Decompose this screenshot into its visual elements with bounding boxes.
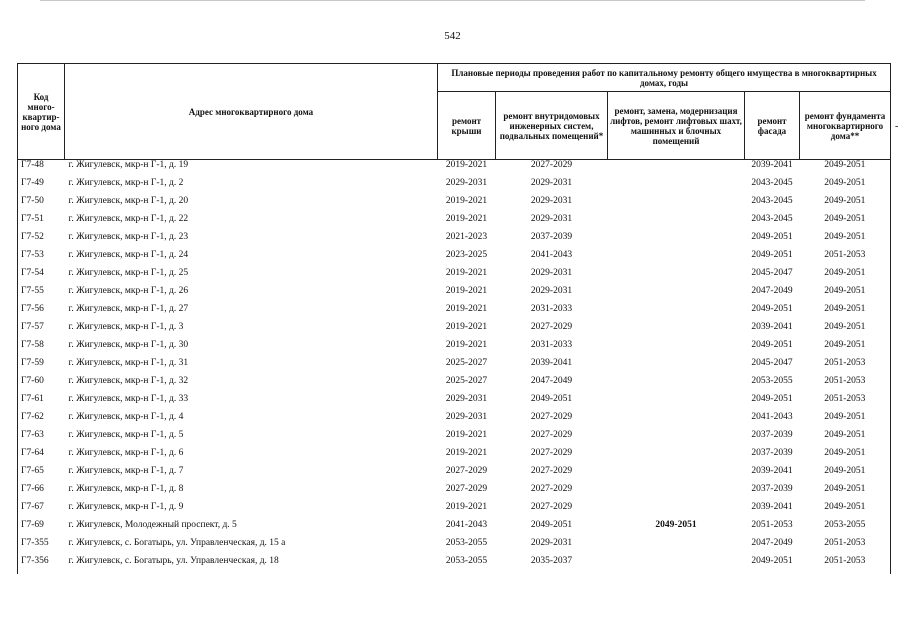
cell-elevators <box>608 286 745 304</box>
cell-code: Г7-62 <box>18 412 65 430</box>
cell-elevators <box>608 178 745 196</box>
cell-code: Г7-69 <box>18 520 65 538</box>
cell-elevators <box>608 196 745 214</box>
cell-address: г. Жигулевск, мкр-н Г-1, д. 2 <box>68 178 184 188</box>
cell-address: г. Жигулевск, мкр-н Г-1, д. 20 <box>68 196 189 206</box>
cell-elevators <box>608 448 745 466</box>
cell-engineering: 2027-2029 <box>530 448 573 458</box>
cell-facade: 2049-2051 <box>751 232 793 242</box>
cell-code: Г7-55 <box>18 286 65 304</box>
cell-address: г. Жигулевск, мкр-н Г-1, д. 30 <box>68 340 189 350</box>
cell-roof: 2019-2021 <box>445 430 488 440</box>
cell-facade: 2049-2051 <box>751 340 793 350</box>
cell-roof: 2019-2021 <box>445 196 488 206</box>
cell-foundation: 2049-2051 <box>800 322 891 340</box>
cell-code: Г7-64 <box>18 448 65 466</box>
cell-facade: 2045-2047 <box>751 268 793 278</box>
cell-address: г. Жигулевск, мкр-н Г-1, д. 5 <box>68 430 184 440</box>
cell-engineering: 2031-2033 <box>530 304 573 314</box>
table-row <box>18 214 891 232</box>
cell-elevators <box>608 340 745 358</box>
cell-facade: 2039-2041 <box>751 160 793 170</box>
cell-foundation: 2051-2053 <box>800 394 891 412</box>
cell-elevators <box>608 394 745 412</box>
cell-roof: 2027-2029 <box>445 466 488 476</box>
cell-roof: 2021-2023 <box>445 232 488 242</box>
cell-foundation: 2051-2053 <box>800 556 891 574</box>
cell-engineering: 2029-2031 <box>530 178 573 188</box>
cell-elevators <box>608 214 745 232</box>
cell-engineering: 2029-2031 <box>530 286 573 296</box>
cell-roof: 2019-2021 <box>445 214 488 224</box>
cell-roof: 2025-2027 <box>445 358 488 368</box>
cell-code: Г7-60 <box>18 376 65 394</box>
cell-facade: 2043-2045 <box>751 178 793 188</box>
cell-code: Г7-53 <box>18 250 65 268</box>
cell-facade: 2037-2039 <box>751 484 793 494</box>
cell-facade: 2049-2051 <box>751 556 793 566</box>
header-address: Адрес многоквартирного дома <box>65 64 438 160</box>
cell-engineering: 2031-2033 <box>530 340 573 350</box>
cell-elevators <box>608 412 745 430</box>
cell-address: г. Жигулевск, Молодежный проспект, д. 5 <box>68 520 237 530</box>
table-row <box>18 502 891 520</box>
cell-roof: 2019-2021 <box>445 160 488 170</box>
header-planned-periods: Плановые периоды проведения работ по капитальному ремонту общего имущества в многоквартирных домах, годы <box>438 64 891 92</box>
cell-code: Г7-63 <box>18 430 65 448</box>
cell-roof: 2019-2021 <box>445 268 488 278</box>
cell-facade: 2053-2055 <box>751 376 793 386</box>
cell-code: Г7-67 <box>18 502 65 520</box>
cell-code: Г7-56 <box>18 304 65 322</box>
cell-facade: 2037-2039 <box>751 448 793 458</box>
header-roof: ремонт крыши <box>438 92 496 160</box>
header-elevators: ремонт, замена, модернизация лифтов, ремонт лифтовых шахт, машинных и блочных помещений <box>608 92 745 160</box>
cell-address: г. Жигулевск, с. Богатырь, ул. Управленческая, д. 15 а <box>68 538 286 548</box>
cell-foundation: 2049-2051 <box>800 214 891 232</box>
table-row <box>18 178 891 196</box>
cell-address: г. Жигулевск, мкр-н Г-1, д. 25 <box>68 268 189 278</box>
cell-roof: 2023-2025 <box>445 250 488 260</box>
cell-foundation: 2051-2053 <box>800 358 891 376</box>
cell-engineering: 2027-2029 <box>530 430 573 440</box>
cell-address: г. Жигулевск, мкр-н Г-1, д. 22 <box>68 214 189 224</box>
cell-foundation: 2053-2055 <box>800 520 891 538</box>
table-row <box>18 358 891 376</box>
cell-elevators <box>608 250 745 268</box>
cell-address: г. Жигулевск, мкр-н Г-1, д. 19 <box>68 160 189 170</box>
cell-engineering: 2049-2051 <box>530 520 573 530</box>
table-row <box>18 466 891 484</box>
table-row <box>18 268 891 286</box>
table-row <box>18 160 891 179</box>
table-row <box>18 448 891 466</box>
cell-address: г. Жигулевск, мкр-н Г-1, д. 31 <box>68 358 189 368</box>
cell-elevators <box>608 484 745 502</box>
cell-foundation: 2049-2051 <box>800 430 891 448</box>
cell-address: г. Жигулевск, мкр-н Г-1, д. 8 <box>68 484 184 494</box>
cell-elevators <box>608 556 745 574</box>
cell-engineering: 2029-2031 <box>530 214 573 224</box>
cell-roof: 2029-2031 <box>445 178 488 188</box>
table-row <box>18 412 891 430</box>
cell-engineering: 2027-2029 <box>530 412 573 422</box>
table-row <box>18 520 891 538</box>
header-code: Код много-квартир-ного дома <box>18 64 65 160</box>
cell-engineering: 2041-2043 <box>530 250 573 260</box>
cell-elevators <box>608 232 745 250</box>
cell-address: г. Жигулевск, мкр-н Г-1, д. 6 <box>68 448 184 458</box>
cell-address: г. Жигулевск, мкр-н Г-1, д. 7 <box>68 466 184 476</box>
cell-address: г. Жигулевск, мкр-н Г-1, д. 33 <box>68 394 189 404</box>
cell-elevators <box>608 322 745 340</box>
cell-address: г. Жигулевск, мкр-н Г-1, д. 24 <box>68 250 189 260</box>
top-rule <box>40 0 865 1</box>
cell-engineering: 2027-2029 <box>530 466 573 476</box>
cell-roof: 2019-2021 <box>445 448 488 458</box>
cell-code: Г7-52 <box>18 232 65 250</box>
cell-code: Г7-65 <box>18 466 65 484</box>
table-row <box>18 232 891 250</box>
table-row <box>18 340 891 358</box>
cell-code: Г7-58 <box>18 340 65 358</box>
table-row <box>18 376 891 394</box>
cell-code: Г7-355 <box>18 538 65 556</box>
cell-code: Г7-49 <box>18 178 65 196</box>
capital-repair-table <box>17 63 891 574</box>
cell-facade: 2045-2047 <box>751 358 793 368</box>
cell-facade: 2039-2041 <box>751 322 793 332</box>
header-facade: ремонт фасада <box>745 92 800 160</box>
cell-elevators <box>608 268 745 286</box>
cell-foundation: 2049-2051 <box>800 448 891 466</box>
table-row <box>18 304 891 322</box>
cell-code: Г7-59 <box>18 358 65 376</box>
cell-roof: 2027-2029 <box>445 484 488 494</box>
cell-elevators <box>608 304 745 322</box>
cell-address: г. Жигулевск, мкр-н Г-1, д. 3 <box>68 322 184 332</box>
cell-engineering: 2035-2037 <box>530 556 573 566</box>
cell-foundation: 2049-2051 <box>800 286 891 304</box>
margin-mark: - <box>895 121 899 132</box>
cell-elevators <box>608 376 745 394</box>
cell-code: Г7-51 <box>18 214 65 232</box>
cell-roof: 2029-2031 <box>445 412 488 422</box>
cell-address: г. Жигулевск, мкр-н Г-1, д. 32 <box>68 376 189 386</box>
cell-code: Г7-356 <box>18 556 65 574</box>
cell-foundation: 2049-2051 <box>800 232 891 250</box>
cell-engineering: 2029-2031 <box>530 268 573 278</box>
cell-address: г. Жигулевск, мкр-н Г-1, д. 27 <box>68 304 189 314</box>
cell-roof: 2025-2027 <box>445 376 488 386</box>
cell-address: г. Жигулевск, мкр-н Г-1, д. 9 <box>68 502 184 512</box>
cell-foundation: 2049-2051 <box>800 340 891 358</box>
table-row <box>18 286 891 304</box>
cell-foundation: 2049-2051 <box>800 268 891 286</box>
cell-foundation: 2049-2051 <box>800 466 891 484</box>
cell-facade: 2043-2045 <box>751 214 793 224</box>
cell-address: г. Жигулевск, мкр-н Г-1, д. 23 <box>68 232 189 242</box>
cell-engineering: 2027-2029 <box>530 502 573 512</box>
cell-elevators: 2049-2051 <box>655 520 697 530</box>
cell-foundation: 2049-2051 <box>800 178 891 196</box>
cell-engineering: 2029-2031 <box>530 196 573 206</box>
cell-foundation: 2051-2053 <box>800 250 891 268</box>
cell-engineering: 2027-2029 <box>530 484 573 494</box>
cell-roof: 2019-2021 <box>445 322 488 332</box>
cell-engineering: 2039-2041 <box>530 358 573 368</box>
cell-address: г. Жигулевск, мкр-н Г-1, д. 26 <box>68 286 189 296</box>
cell-code: Г7-57 <box>18 322 65 340</box>
table-row <box>18 394 891 412</box>
cell-address: г. Жигулевск, мкр-н Г-1, д. 4 <box>68 412 184 422</box>
cell-engineering: 2029-2031 <box>530 538 573 548</box>
cell-engineering: 2027-2029 <box>530 322 573 332</box>
cell-code: Г7-54 <box>18 268 65 286</box>
cell-foundation: 2049-2051 <box>800 196 891 214</box>
cell-facade: 2049-2051 <box>751 304 793 314</box>
cell-facade: 2049-2051 <box>751 250 793 260</box>
cell-engineering: 2049-2051 <box>530 394 573 404</box>
cell-elevators <box>608 160 745 179</box>
cell-roof: 2053-2055 <box>445 556 488 566</box>
table-row <box>18 484 891 502</box>
cell-roof: 2029-2031 <box>445 394 488 404</box>
cell-facade: 2049-2051 <box>751 394 793 404</box>
cell-facade: 2041-2043 <box>751 412 793 422</box>
table-row <box>18 430 891 448</box>
cell-engineering: 2037-2039 <box>530 232 573 242</box>
cell-elevators <box>608 538 745 556</box>
cell-facade: 2039-2041 <box>751 502 793 512</box>
cell-address: г. Жигулевск, с. Богатырь, ул. Управленческая, д. 18 <box>68 556 279 566</box>
table-row <box>18 322 891 340</box>
cell-foundation: 2049-2051 <box>800 484 891 502</box>
cell-roof: 2019-2021 <box>445 304 488 314</box>
cell-foundation: 2049-2051 <box>800 412 891 430</box>
cell-facade: 2037-2039 <box>751 430 793 440</box>
cell-facade: 2039-2041 <box>751 466 793 476</box>
table-row <box>18 556 891 574</box>
table-row <box>18 196 891 214</box>
cell-facade: 2051-2053 <box>751 520 793 530</box>
cell-foundation: 2049-2051 <box>800 160 891 179</box>
cell-code: Г7-50 <box>18 196 65 214</box>
cell-elevators <box>608 430 745 448</box>
cell-code: Г7-48 <box>18 160 65 179</box>
cell-code: Г7-61 <box>18 394 65 412</box>
header-engineering: ремонт внутридомовых инженерных систем, подвальных помещений* <box>496 92 608 160</box>
cell-code: Г7-66 <box>18 484 65 502</box>
cell-elevators <box>608 502 745 520</box>
cell-foundation: 2051-2053 <box>800 376 891 394</box>
cell-elevators <box>608 358 745 376</box>
cell-roof: 2053-2055 <box>445 538 488 548</box>
cell-engineering: 2047-2049 <box>530 376 573 386</box>
cell-facade: 2047-2049 <box>751 538 793 548</box>
header-foundation: ремонт фундамента многоквартирного дома** <box>800 92 891 160</box>
page-number: 542 <box>444 30 461 42</box>
cell-facade: 2043-2045 <box>751 196 793 206</box>
cell-engineering: 2027-2029 <box>530 160 573 170</box>
table-row <box>18 250 891 268</box>
table-row <box>18 538 891 556</box>
cell-elevators <box>608 466 745 484</box>
cell-roof: 2019-2021 <box>445 502 488 512</box>
cell-foundation: 2051-2053 <box>800 538 891 556</box>
cell-roof: 2019-2021 <box>445 286 488 296</box>
cell-facade: 2047-2049 <box>751 286 793 296</box>
cell-roof: 2019-2021 <box>445 340 488 350</box>
cell-roof: 2041-2043 <box>445 520 488 530</box>
cell-foundation: 2049-2051 <box>800 502 891 520</box>
table-body <box>18 160 891 575</box>
cell-foundation: 2049-2051 <box>800 304 891 322</box>
